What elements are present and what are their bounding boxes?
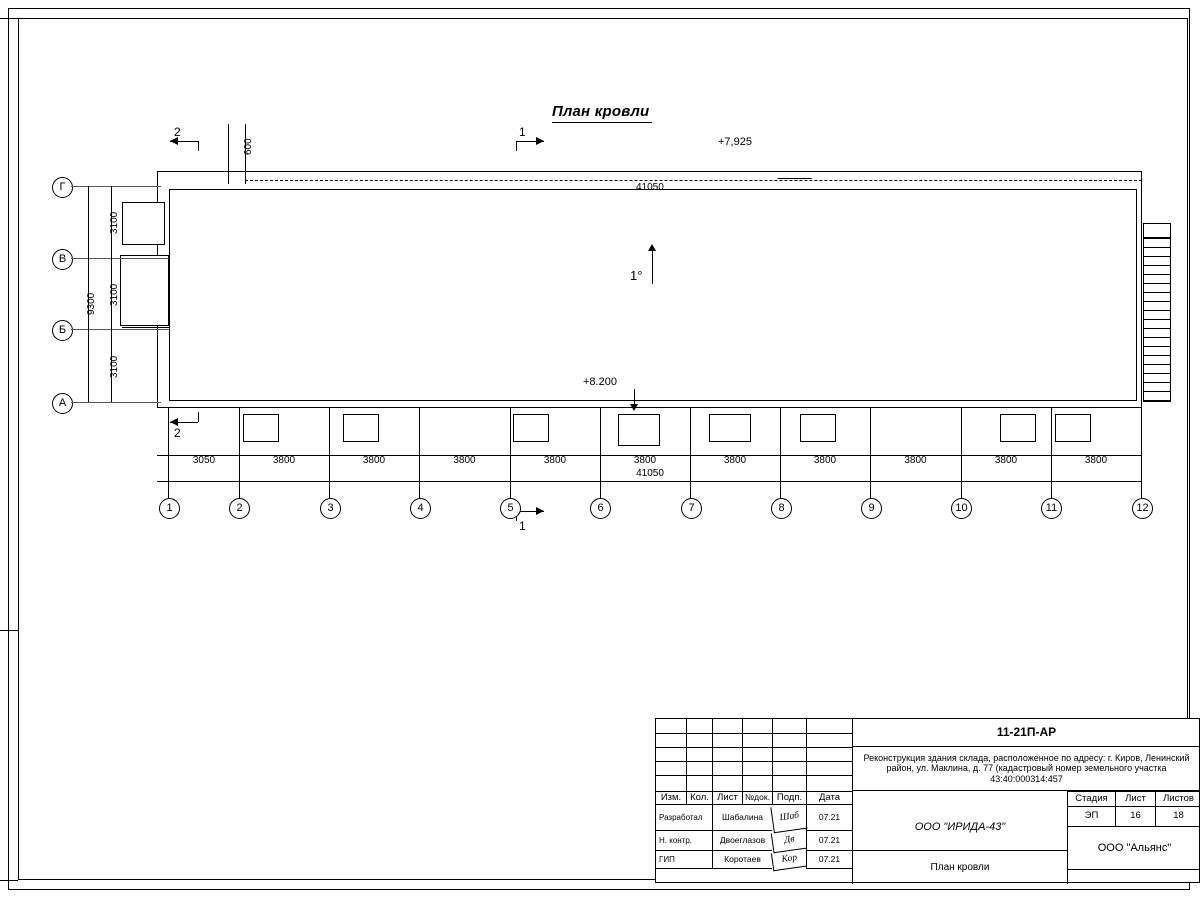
axis-bubble-9: 9 [861, 498, 882, 519]
section-mark-1-bottom-label: 1 [519, 519, 526, 533]
level-label-eave: +8.200 [583, 376, 617, 388]
role-nkontr: Н. контр. [656, 831, 712, 851]
annex-block-2 [120, 255, 169, 326]
axis-ext-8 [780, 408, 781, 498]
column-header-podp: Подп. [772, 791, 806, 805]
role-gip: ГИП [656, 851, 712, 869]
section-mark-2-top-label: 2 [174, 125, 181, 139]
dimension-length-top: 41050 [636, 182, 664, 193]
column-header-list: Лист [712, 791, 742, 805]
axis-bubble-7: 7 [681, 498, 702, 519]
project-code: 11-21П-АР [852, 719, 1200, 747]
bay-dim-1: 3050 [192, 455, 216, 466]
bay-dim-4: 3800 [453, 455, 476, 466]
axis-line-V [71, 258, 169, 259]
stair-hatch-area [1143, 238, 1171, 402]
section-mark-2-top-arrow [170, 137, 178, 145]
column-header-kol: Кол. [686, 791, 712, 805]
axis-bubble-10: 10 [951, 498, 972, 519]
revision-col-line-2 [712, 719, 713, 791]
signature-gip: Кор [771, 849, 807, 872]
annex-block-1 [122, 202, 165, 245]
bay-dim-10: 3800 [994, 455, 1018, 466]
revision-col-line-3 [742, 719, 743, 791]
level-leader-eave [634, 389, 635, 405]
bay-dim-7: 3800 [723, 455, 747, 466]
axis-bubble-6: 6 [590, 498, 611, 519]
section-mark-1-bottom-arrow [536, 507, 544, 515]
axis-ext-3 [329, 408, 330, 498]
axis-bubble-B: Б [52, 320, 73, 341]
section-mark-2-bottom-tail [198, 412, 199, 422]
stage-value-stadia: ЭП [1067, 807, 1115, 827]
axis-line-B [71, 329, 169, 330]
page-title: План кровли [552, 103, 650, 120]
roof-element-4 [618, 414, 660, 446]
axis-ext-5 [510, 408, 511, 498]
roof-element-8 [1055, 414, 1091, 442]
ridge-line [245, 180, 1142, 181]
level-label-ridge: +7,925 [718, 136, 752, 148]
name-gip: Коротаев [712, 851, 772, 869]
axis-bubble-3: 3 [320, 498, 341, 519]
stage-value-listov: 18 [1155, 807, 1200, 827]
bottom-overall-dim-label: 41050 [636, 468, 664, 479]
revision-col-line-5 [806, 719, 807, 791]
axis-line-A [71, 402, 161, 403]
axis-ext-10 [961, 408, 962, 498]
axis-bubble-8: 8 [771, 498, 792, 519]
vertical-dim-total: 9300 [86, 292, 97, 315]
axis-ext-6 [600, 408, 601, 498]
axis-ext-9 [870, 408, 871, 498]
object-description: Реконструкция здания склада, расположенное по адресу: г. Киров, Ленинский район, ул. Маклина, д. 77 (кадастровый номер земельного участка 43:40:000314:457 [852, 747, 1200, 791]
bay-dim-8: 3800 [813, 455, 837, 466]
axis-line-G [71, 186, 161, 187]
signature-nkontr: Дв [771, 829, 807, 854]
section-mark-1-top-label: 1 [519, 125, 526, 139]
client-name: ООО "Альянс" [1067, 827, 1200, 869]
bay-dim-6: 3800 [633, 455, 657, 466]
stage-header-stadia: Стадия [1067, 791, 1115, 807]
sheet-title: План кровли [852, 851, 1067, 884]
title-block [655, 718, 1200, 883]
axis-ext-7 [690, 408, 691, 498]
date-gip: 07.21 [806, 851, 852, 869]
role-razrabotal: Разработал [656, 805, 712, 831]
revision-col-line-4 [772, 719, 773, 791]
section-mark-1-top-tail [516, 141, 517, 151]
name-razrabotal: Шабалина [712, 805, 772, 831]
axis-bubble-2: 2 [229, 498, 250, 519]
overhang-dim-line-left [228, 124, 229, 184]
axis-bubble-4: 4 [410, 498, 431, 519]
vertical-dim-3100-3: 3100 [109, 355, 120, 378]
section-mark-2-bottom-label: 2 [174, 426, 181, 440]
roof-element-3 [513, 414, 549, 442]
slope-angle-label: 1° [630, 268, 643, 283]
bottom-overall-dim-line [157, 481, 1142, 482]
roof-element-2 [343, 414, 379, 442]
stage-header-list: Лист [1115, 791, 1155, 807]
section-mark-1-top-arrow [536, 137, 544, 145]
bay-dim-2: 3800 [272, 455, 296, 466]
roof-element-7 [1000, 414, 1036, 442]
vertical-dim-3100-2: 3100 [109, 283, 120, 306]
organization-name: ООО "ИРИДА-43" [852, 805, 1067, 851]
right-annex-top [1143, 223, 1171, 238]
border-tick-top-left [0, 18, 18, 19]
date-nkontr: 07.21 [806, 831, 852, 851]
roof-element-6 [800, 414, 836, 442]
name-nkontr: Двоеглазов [712, 831, 772, 851]
axis-bubble-11: 11 [1041, 498, 1062, 519]
axis-ext-2 [239, 408, 240, 498]
axis-bubble-12: 12 [1132, 498, 1153, 519]
page-title-underline [552, 122, 652, 123]
column-header-data: Дата [806, 791, 852, 805]
border-tick-mid-left [0, 630, 18, 631]
roof-element-1 [243, 414, 279, 442]
signature-razrabotal: Шаб [770, 803, 807, 833]
annex-block-2-base [122, 327, 169, 328]
vertical-dim-3100-1: 3100 [109, 211, 120, 234]
slope-arrow-shaft [652, 248, 653, 284]
slope-arrow-head [648, 244, 656, 251]
revision-col-line-1 [686, 719, 687, 791]
bay-dim-5: 3800 [543, 455, 567, 466]
column-header-ndok: №док. [742, 791, 772, 805]
column-header-izm: Изм. [656, 791, 686, 805]
axis-ext-4 [419, 408, 420, 498]
axis-bubble-A: А [52, 393, 73, 414]
section-mark-2-top-tail [198, 141, 199, 151]
overhang-dim-label: 600 [243, 138, 254, 155]
stage-value-list: 16 [1115, 807, 1155, 827]
section-mark-2-bottom-arrow [170, 418, 178, 426]
axis-ext-1 [168, 408, 169, 498]
date-razrabotal: 07.21 [806, 805, 852, 831]
client-cell-divider [1067, 869, 1200, 870]
border-tick-bottom-left [0, 880, 18, 881]
roof-inner-outline [169, 189, 1137, 401]
stage-header-listov: Листов [1155, 791, 1200, 807]
level-arrow-eave [630, 404, 638, 411]
bay-dim-9: 3800 [904, 455, 927, 466]
bay-dim-3: 3800 [362, 455, 386, 466]
axis-ext-12 [1141, 408, 1142, 498]
axis-bubble-V: В [52, 249, 73, 270]
axis-bubble-5: 5 [500, 498, 521, 519]
roof-element-5 [709, 414, 751, 442]
bay-dim-11: 3800 [1084, 455, 1108, 466]
axis-bubble-1: 1 [159, 498, 180, 519]
client-cell-left-border [1067, 827, 1068, 884]
axis-bubble-G: Г [52, 177, 73, 198]
axis-ext-11 [1051, 408, 1052, 498]
